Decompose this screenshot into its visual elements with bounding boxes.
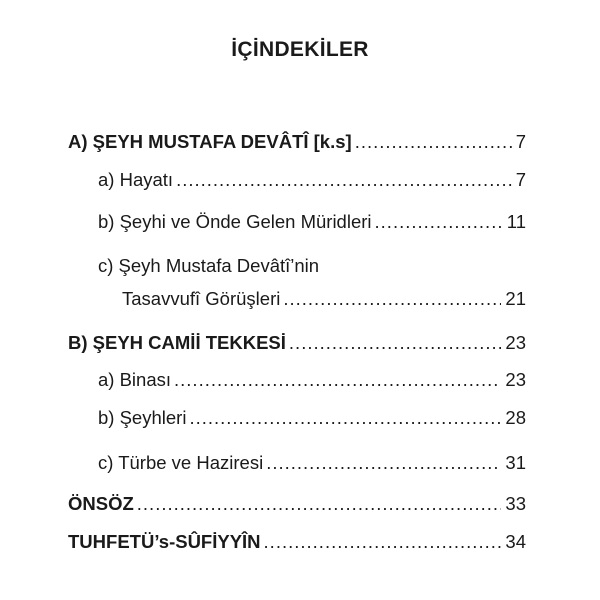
toc-entry-binasi[interactable] — [98, 368, 526, 392]
toc-entry-onsoz[interactable] — [68, 492, 526, 516]
toc-entry-seyhleri[interactable] — [98, 406, 526, 430]
toc-entry-tuhfetu[interactable] — [68, 530, 526, 554]
dot-leader — [283, 287, 501, 311]
toc-entry-section-a[interactable] — [68, 130, 526, 154]
dot-leader — [289, 331, 502, 355]
toc-entry-label: a) Hayatı — [98, 169, 174, 190]
toc-entry-label: ÖNSÖZ — [68, 493, 134, 514]
toc-entry-gorusleri-line1[interactable]: c) Şeyh Mustafa Devâtî’nin — [98, 255, 320, 276]
toc-page-number: 31 — [505, 452, 526, 473]
dot-leader — [174, 368, 501, 392]
toc-entry-label: B) ŞEYH CAMİİ TEKKESİ — [68, 332, 286, 353]
toc-page-number: 23 — [505, 369, 526, 390]
toc-entry-label: c) Türbe ve Haziresi — [98, 452, 264, 473]
toc-entry-section-b[interactable] — [68, 331, 526, 355]
toc-entry-label: b) Şeyhi ve Önde Gelen Müridleri — [98, 211, 372, 232]
toc-page-number: 28 — [505, 407, 526, 428]
dot-leader — [189, 406, 501, 430]
toc-entry-seyhi-muridleri[interactable] — [98, 210, 526, 234]
toc-page-number: 11 — [506, 211, 526, 232]
dot-leader — [264, 530, 502, 554]
toc-page-number: 33 — [505, 493, 526, 514]
toc-entry-gorusleri[interactable] — [122, 287, 526, 311]
dot-leader — [266, 451, 501, 475]
toc-page-number: 7 — [515, 169, 526, 190]
toc-page-number: 21 — [505, 288, 526, 309]
dot-leader — [137, 492, 502, 516]
dot-leader — [176, 168, 512, 192]
toc-entry-turbe-haziresi[interactable] — [98, 451, 526, 475]
toc-entry-label: A) ŞEYH MUSTAFA DEVÂTÎ [k.s] — [68, 131, 352, 152]
toc-entry-label: Tasavvufî Görüşleri — [122, 288, 281, 309]
toc-entry-hayati[interactable] — [98, 168, 526, 192]
toc-page-number: 23 — [505, 332, 526, 353]
toc-entry-label: b) Şeyhleri — [98, 407, 187, 428]
toc-page-number: 7 — [515, 131, 526, 152]
toc-page-number: 34 — [505, 531, 526, 552]
dot-leader — [375, 210, 503, 234]
dot-leader — [355, 130, 512, 154]
toc-entry-label: TUHFETÜ’s-SÛFİYYÎN — [68, 531, 261, 552]
toc-entry-label: a) Binası — [98, 369, 172, 390]
page-title: İÇİNDEKİLER — [231, 38, 369, 61]
